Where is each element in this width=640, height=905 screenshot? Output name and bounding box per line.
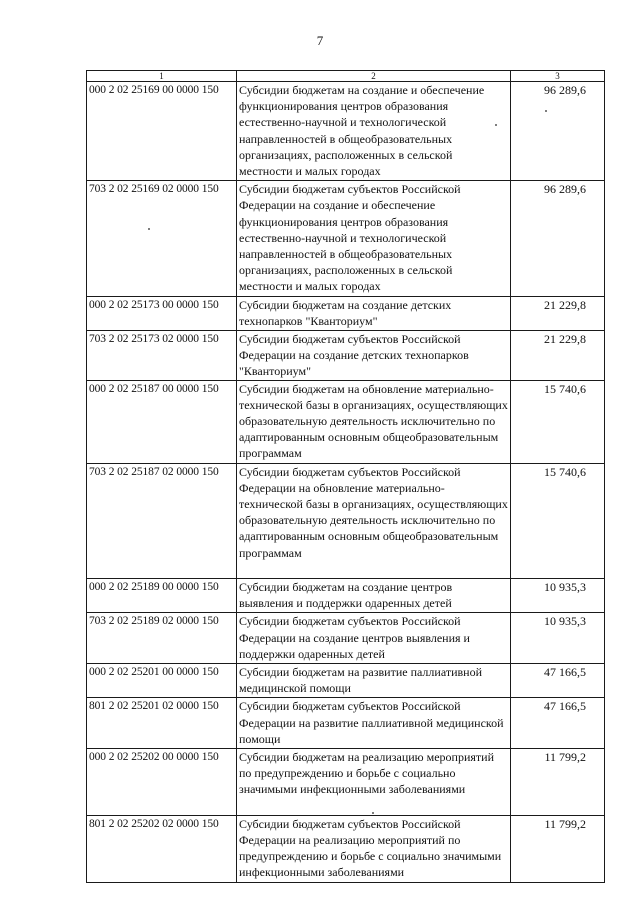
- amount-cell: 47 166,5: [511, 663, 605, 697]
- budget-code-cell: 000 2 02 25173 00 0000 150: [87, 296, 237, 330]
- amount-cell: 10 935,3: [511, 578, 605, 612]
- budget-code-cell: 703 2 02 25189 02 0000 150: [87, 613, 237, 664]
- subsidy-description-cell: Субсидии бюджетам на развитие паллиативной медицинской помощи: [237, 663, 511, 697]
- subsidy-description-cell: Субсидии бюджетам на реализацию мероприятий по предупреждению и борьбе с социально значимыми инфекционными заболеваниями: [237, 748, 511, 815]
- table-row: [87, 663, 605, 697]
- amount-cell: 96 289,6: [511, 82, 605, 181]
- scan-speck: [545, 110, 547, 112]
- subsidy-description-cell: Субсидии бюджетам на создание детских технопарков "Кванториум": [237, 296, 511, 330]
- amount-cell: 15 740,6: [511, 380, 605, 463]
- table-row: [87, 578, 605, 612]
- table-row: [87, 82, 605, 181]
- column-header-name: 2: [237, 71, 511, 82]
- subsidy-description-cell: Субсидии бюджетам субъектов Российской Федерации на развитие паллиативной медицинской помощи: [237, 698, 511, 749]
- budget-code-cell: 000 2 02 25202 00 0000 150: [87, 748, 237, 815]
- subsidy-description-cell: Субсидии бюджетам субъектов Российской Федерации на создание и обеспечение функционирования центров образования естественно-научной и технологической направленностей в общеобразовательных организациях, расположенных в сельской местности и малых городах: [237, 181, 511, 296]
- budget-code-cell: 000 2 02 25187 00 0000 150: [87, 380, 237, 463]
- table-row: [87, 330, 605, 380]
- budget-code-cell: 801 2 02 25201 02 0000 150: [87, 698, 237, 749]
- table-row: [87, 613, 605, 664]
- budget-code-cell: 703 2 02 25169 02 0000 150: [87, 181, 237, 296]
- table-header-row: [87, 71, 605, 82]
- table-row: [87, 380, 605, 463]
- scan-speck: [495, 124, 497, 126]
- table-row: [87, 296, 605, 330]
- table-row: [87, 748, 605, 815]
- amount-cell: 11 799,2: [511, 748, 605, 815]
- amount-cell: 21 229,8: [511, 330, 605, 380]
- budget-code-cell: 703 2 02 25173 02 0000 150: [87, 330, 237, 380]
- table-row: [87, 698, 605, 749]
- table-row: [87, 463, 605, 578]
- subsidy-description-cell: Субсидии бюджетам субъектов Российской Федерации на реализацию мероприятий по предупреждению и борьбе с социально значимыми инфекционными заболеваниями: [237, 815, 511, 882]
- subsidy-description-cell: Субсидии бюджетам на обновление материально-технической базы в организациях, осуществляющих образовательную деятельность исключительно по адаптированным основным общеобразовательным программам: [237, 380, 511, 463]
- amount-cell: 15 740,6: [511, 463, 605, 578]
- page-number: 7: [316, 33, 324, 48]
- amount-cell: 10 935,3: [511, 613, 605, 664]
- subsidy-description-cell: Субсидии бюджетам субъектов Российской Федерации на создание центров выявления и поддержки одаренных детей: [237, 613, 511, 664]
- budget-code-cell: 801 2 02 25202 02 0000 150: [87, 815, 237, 882]
- subsidy-description-cell: Субсидии бюджетам субъектов Российской Федерации на создание детских технопарков "Кванториум": [237, 330, 511, 380]
- column-header-sum: 3: [511, 71, 605, 82]
- subsidy-description-cell: Субсидии бюджетам субъектов Российской Федерации на обновление материально-технической базы в организациях, осуществляющих образовательную деятельность исключительно по адаптированным основным общеобразовательным программам: [237, 463, 511, 578]
- budget-code-cell: 000 2 02 25169 00 0000 150: [87, 82, 237, 181]
- table-row: [87, 815, 605, 882]
- scan-speck: [148, 228, 150, 230]
- column-header-code: 1: [87, 71, 237, 82]
- budget-code-cell: 703 2 02 25187 02 0000 150: [87, 463, 237, 578]
- amount-cell: 96 289,6: [511, 181, 605, 296]
- budget-code-cell: 000 2 02 25189 00 0000 150: [87, 578, 237, 612]
- table-row: [87, 181, 605, 296]
- amount-cell: 11 799,2: [511, 815, 605, 882]
- budget-revenue-table: [86, 70, 605, 883]
- subsidy-description-cell: Субсидии бюджетам на создание и обеспечение функционирования центров образования естественно-научной и технологической направленностей в общеобразовательных организациях, расположенных в сельской местности и малых городах: [237, 82, 511, 181]
- amount-cell: 21 229,8: [511, 296, 605, 330]
- amount-cell: 47 166,5: [511, 698, 605, 749]
- budget-code-cell: 000 2 02 25201 00 0000 150: [87, 663, 237, 697]
- subsidy-description-cell: Субсидии бюджетам на создание центров выявления и поддержки одаренных детей: [237, 578, 511, 612]
- scan-speck: [372, 812, 374, 814]
